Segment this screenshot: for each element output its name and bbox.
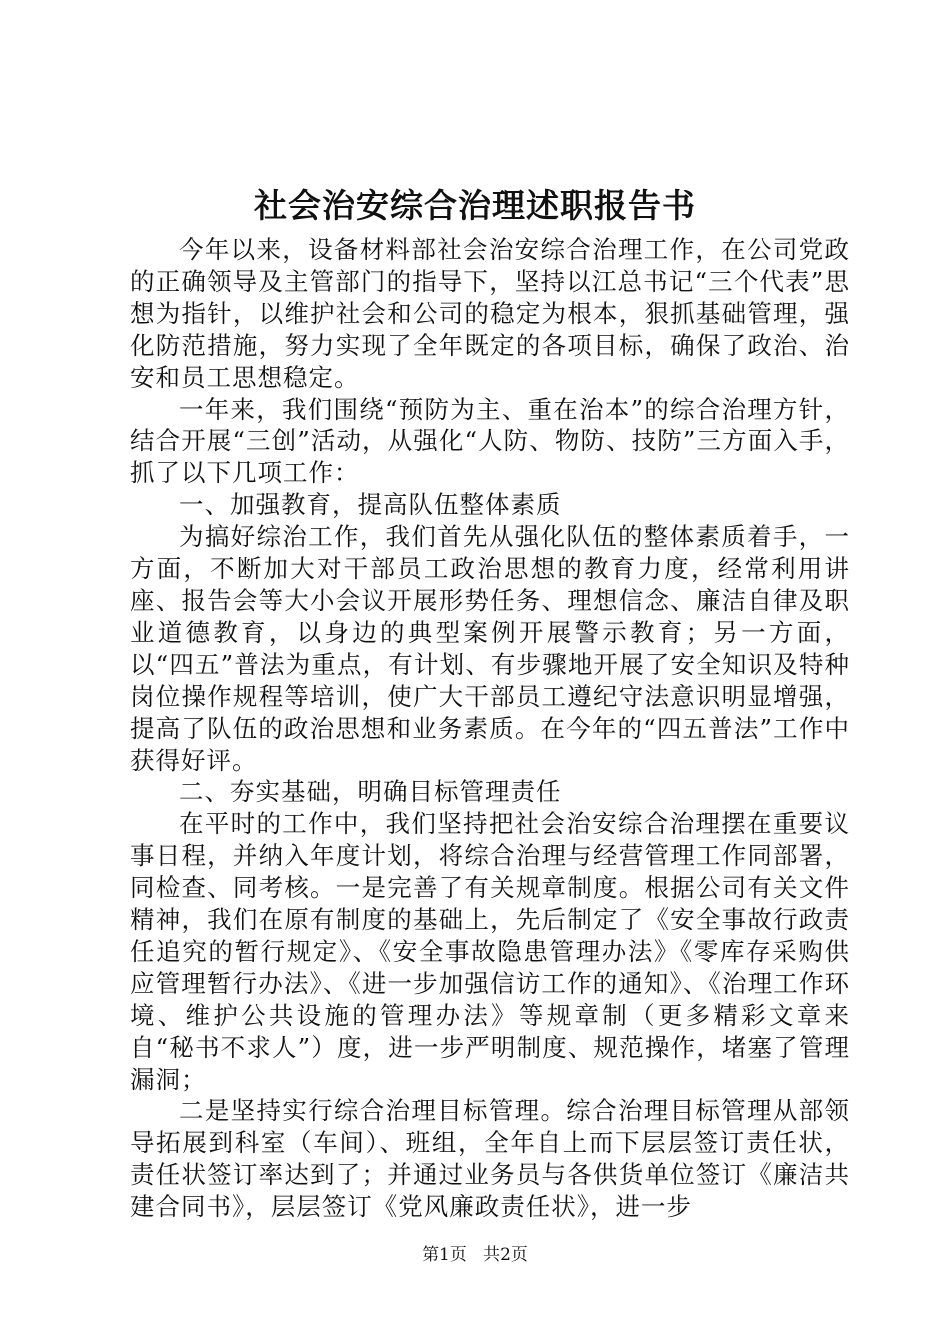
page-total: 共2页 bbox=[483, 1245, 528, 1265]
paragraph: 二是坚持实行综合治理目标管理。综合治理目标管理从部领导拓展到科室（车间）、班组，全年自上而下层层签订责任状，责任状签订率达到了；并通过业务员与各供货单位签订《廉洁共建合同书》，层层签订《党风廉政责任状》，进一步 bbox=[130, 1096, 850, 1222]
paragraph: 今年以来，设备材料部社会治安综合治理工作，在公司党政的正确领导及主管部门的指导下，坚持以江总书记“三个代表”思想为指针，以维护社会和公司的稳定为根本，狠抓基础管理，强化防范措施，努力实现了全年既定的各项目标，确保了政治、治安和员工思想稳定。 bbox=[130, 235, 850, 392]
page-number: 第1页 bbox=[422, 1245, 467, 1265]
document-body bbox=[130, 234, 850, 1223]
document-title: 社会治安综合治理述职报告书 bbox=[254, 186, 696, 225]
section-heading: 二、夯实基础，明确目标管理责任 bbox=[179, 777, 562, 807]
paragraph: 一年来，我们围绕“预防为主、重在治本”的综合治理方针，结合开展“三创”活动，从强化“人防、物防、技防”三方面入手，抓了以下几项工作： bbox=[130, 394, 850, 488]
section-heading: 一、加强教育，提高队伍整体素质 bbox=[179, 490, 562, 520]
paragraph: 在平时的工作中，我们坚持把社会治安综合治理摆在重要议事日程，并纳入年度计划，将综合治理与经营管理工作同部署，同检查、同考核。一是完善了有关规章制度。根据公司有关文件精神，我们在原有制度的基础上，先后制定了《安全事故行政责任追究的暂行规定》、《安全事故隐患管理办法》《零库存采购供应管理暂行办法》、《进一步加强信访工作的通知》、《治理工作环境、维护公共设施的管理办法》等规章制（更多精彩文章来自“秘书不求人”）度，进一步严明制度、规范操作，堵塞了管理漏洞； bbox=[130, 809, 850, 1094]
paragraph: 为搞好综治工作，我们首先从强化队伍的整体素质着手，一方面，不断加大对干部员工政治思想的教育力度，经常利用讲座、报告会等大小会议开展形势任务、理想信念、廉洁自律及职业道德教育，以身边的典型案例开展警示教育；另一方面，以“四五”普法为重点，有计划、有步骤地开展了安全知识及特种岗位操作规程等培训，使广大干部员工遵纪守法意识明显增强，提高了队伍的政治思想和业务素质。在今年的“四五普法”工作中获得好评。 bbox=[130, 522, 850, 775]
page-footer bbox=[0, 1244, 950, 1266]
